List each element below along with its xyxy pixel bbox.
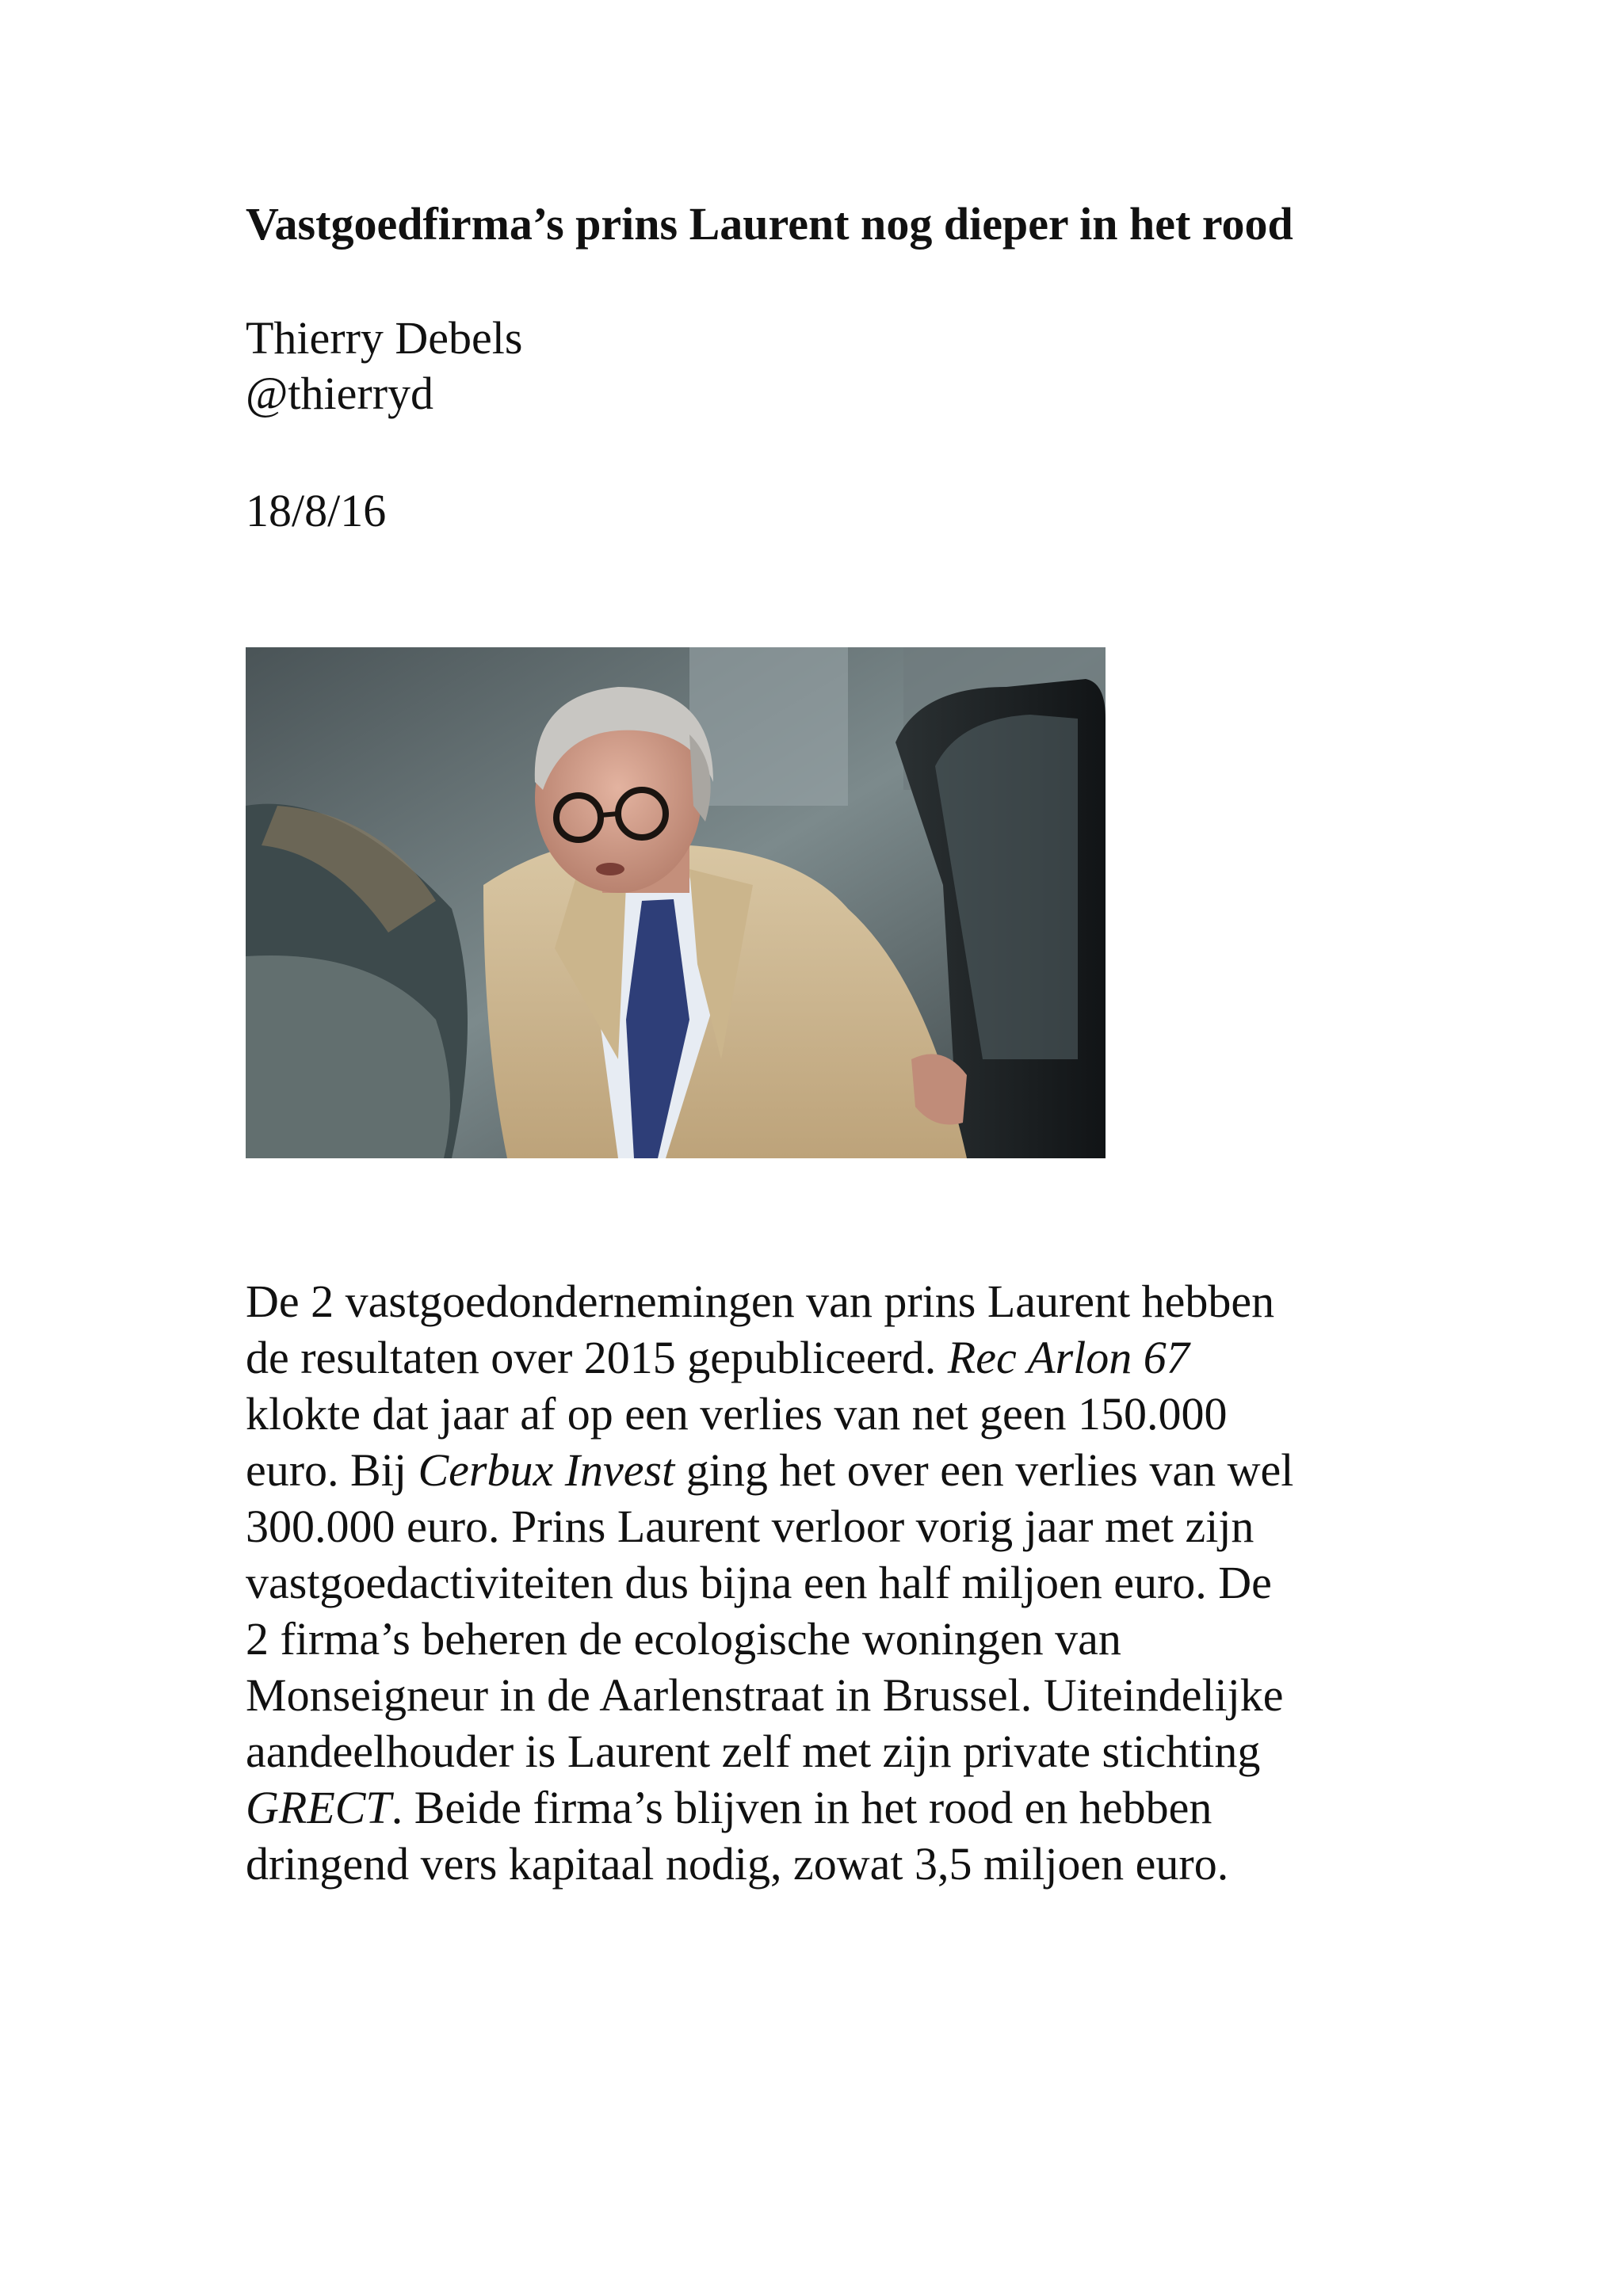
body-line xyxy=(246,1554,1379,1611)
body-line xyxy=(246,1611,1379,1667)
body-text-run: De 2 vastgoedondernemingen van prins Laurent hebben xyxy=(246,1276,1275,1327)
article-title: Vastgoedfirma’s prins Laurent nog dieper in het rood xyxy=(246,198,1293,250)
body-text-run: euro. Bij xyxy=(246,1444,418,1496)
news-photo xyxy=(246,647,1106,1158)
body-line xyxy=(246,1329,1379,1386)
body-line xyxy=(246,1836,1379,1892)
body-line xyxy=(246,1498,1379,1554)
body-line xyxy=(246,1386,1379,1442)
byline xyxy=(246,311,522,421)
body-text-run: ging het over een verlies van wel xyxy=(674,1444,1294,1496)
article-body xyxy=(246,1273,1379,1892)
body-line xyxy=(246,1273,1379,1329)
body-line xyxy=(246,1442,1379,1498)
body-line xyxy=(246,1667,1379,1723)
body-text-run: dringend vers kapitaal nodig, zowat 3,5 miljoen euro. xyxy=(246,1838,1229,1890)
body-text-run: . Beide firma’s blijven in het rood en hebben xyxy=(391,1782,1212,1833)
body-text-run: vastgoedactiviteiten dus bijna een half miljoen euro. De xyxy=(246,1557,1272,1608)
body-line xyxy=(246,1779,1379,1836)
body-text-run: Monseigneur in de Aarlenstraat in Brussel. Uiteindelijke xyxy=(246,1669,1284,1721)
body-text-run: klokte dat jaar af op een verlies van net geen 150.000 xyxy=(246,1388,1228,1440)
body-emphasis: GRECT xyxy=(246,1782,391,1833)
body-emphasis: Cerbux Invest xyxy=(418,1444,675,1496)
author-name: Thierry Debels xyxy=(246,312,523,364)
body-emphasis: Rec Arlon 67 xyxy=(947,1332,1190,1383)
body-text-run: aandeelhouder is Laurent zelf met zijn private stichting xyxy=(246,1726,1261,1777)
body-text-run: 2 firma’s beheren de ecologische woningen van xyxy=(246,1613,1121,1665)
publication-date: 18/8/16 xyxy=(246,485,387,536)
body-text-run: 300.000 euro. Prins Laurent verloor vorig jaar met zijn xyxy=(246,1501,1254,1552)
body-text-run: de resultaten over 2015 gepubliceerd. xyxy=(246,1332,948,1383)
body-line xyxy=(246,1723,1379,1779)
author-handle: @thierryd xyxy=(246,368,434,419)
